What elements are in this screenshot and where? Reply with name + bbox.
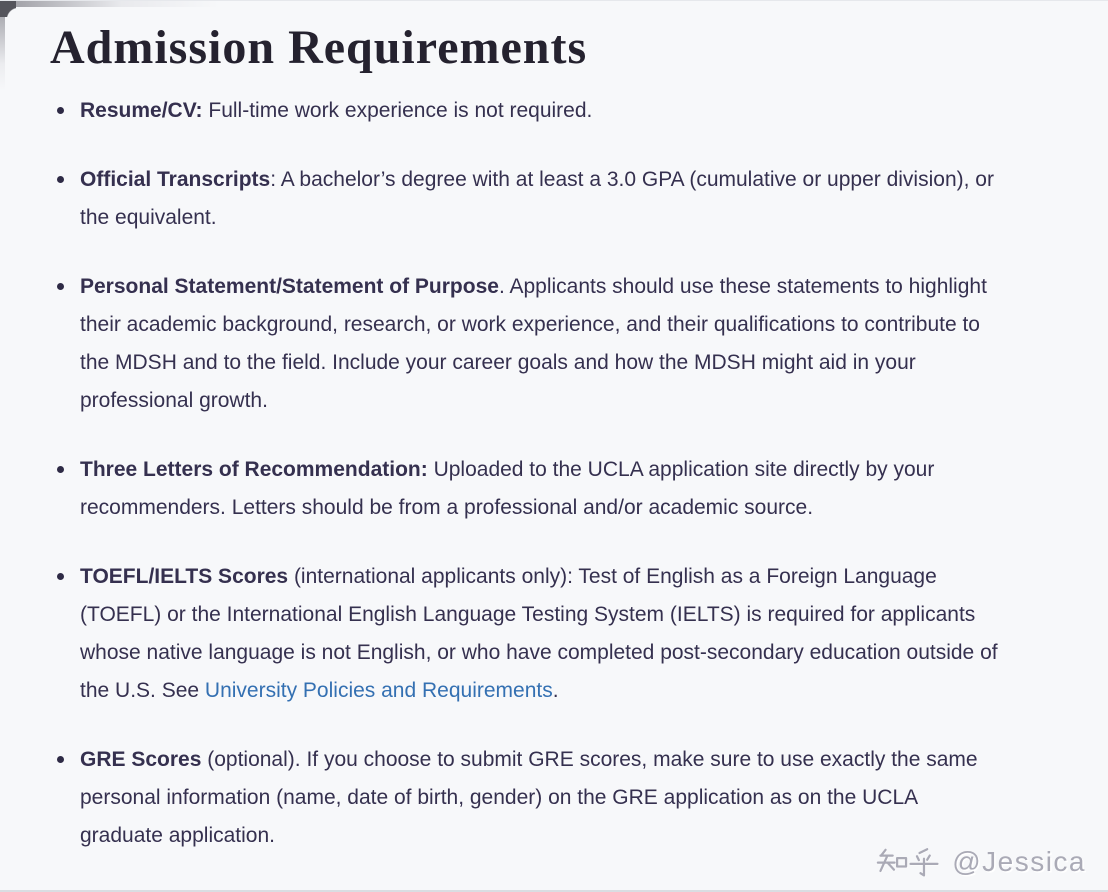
requirement-label: Official Transcripts [80,167,271,191]
photo-edge-artifact-top [0,1,220,7]
requirement-label: TOEFL/IELTS Scores [80,564,289,588]
requirements-list [50,92,1005,855]
requirement-text: (optional). If you choose to submit GRE scores, make sure to use exactly the same personal information (name, date of birth, gender) on the GRE application as on the UCLA graduate application. [80,747,978,847]
photo-corner-artifact [0,1,16,17]
requirement-text: . [552,678,559,702]
requirement-label: Three Letters of Recommendation: [80,457,428,481]
university-policies-link[interactable]: University Policies and Requirements [204,678,553,702]
requirement-label: GRE Scores [80,747,202,771]
requirement-text: Uploaded to the UCLA application site directly by your recommenders. Letters should be from a professional and/or academic source. [80,457,935,519]
requirement-text: Full-time work experience is not required. [202,98,593,122]
zhihu-brand-icon [876,846,940,878]
requirement-item [80,268,1005,420]
requirement-item [80,558,1005,710]
article-content [0,1,1108,855]
requirement-label: Personal Statement/Statement of Purpose [80,274,499,298]
requirement-item [80,741,1005,855]
watermark [876,846,1086,878]
watermark-handle: @Jessica [952,846,1086,877]
requirement-text: : A bachelor’s degree with at least a 3.0 GPA (cumulative or upper division), or the equivalent. [80,167,994,229]
requirement-label: Resume/CV: [80,98,203,122]
requirement-text: (international applicants only): Test of English as a Foreign Language (TOEFL) or the International English Language Testing System (IELTS) is required for applicants whose native language is not English, or who have completed post-secondary education outside of the U.S. See [80,564,998,702]
requirement-item [80,161,1005,237]
page-title: Admission Requirements [50,21,588,74]
requirement-item [80,451,1005,527]
requirement-text: . Applicants should use these statements to highlight their academic background, research, or work experience, and their qualifications to contribute to the MDSH and to the field. Include your career goals and how the MDSH might aid in your professional growth. [80,274,987,412]
requirement-item [80,92,1005,130]
